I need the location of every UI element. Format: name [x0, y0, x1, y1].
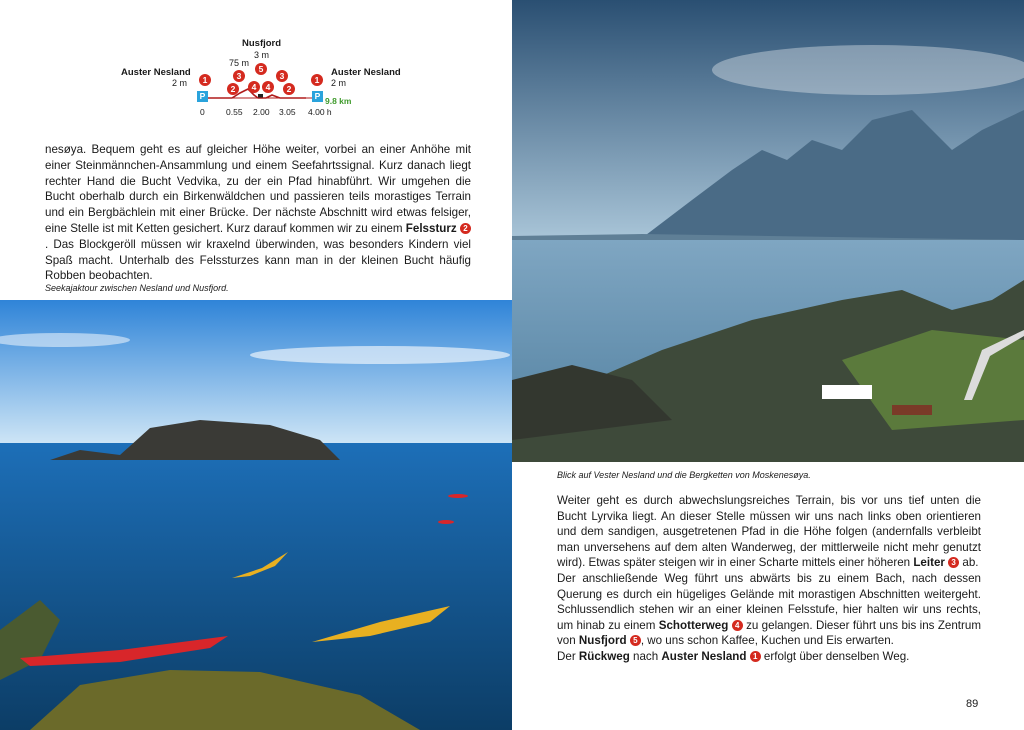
- landscape-photo: [512, 0, 1024, 462]
- marker-1-icon: 1: [750, 651, 761, 662]
- profile-marker-3-a: 3: [233, 70, 245, 82]
- profile-tick-4: 4.00 h: [308, 107, 332, 117]
- caption-right: Blick auf Vester Nesland und die Bergketten von Moskenesøya.: [557, 470, 811, 480]
- left-paragraph: nesøya. Bequem geht es auf gleicher Höhe weiter, vorbei an einer Anhöhe mit einer Steinmännchen-Ansammlung und einem Seefahrtssignal. Kurz danach liegt rechter Hand die Bucht Vedvika, zu der ein Pfad hinabführt. Wir umgehen die Bucht oberhalb durch ein Birkenwäldchen und passieren teils morastiges Terrain und ein Bergbächlein mit einer Brücke. Der nächste Abschnitt wird etwas felsiger, eine Stelle ist mit Ketten gesichert. Kurz darauf kommen wir zu einem Felssturz 2. Das Blockgeröll müssen wir kraxelnd überwinden, was besonders Kindern viel Spaß macht. Unterhalb des Felssturzes kann man in der kleinen Bucht häufig Robben beobachten.: [45, 143, 471, 283]
- right-body-text: [557, 493, 981, 665]
- profile-end-name: Auster Nesland: [331, 67, 401, 78]
- marker-3-icon: 3: [948, 557, 959, 568]
- marker-4-icon: 4: [732, 620, 743, 631]
- profile-tick-3: 3.05: [279, 107, 296, 117]
- right-paragraph-1: Weiter geht es durch abwechslungsreiches Terrain, bis vor uns tief unten die Bucht Lyrvika liegt. An dieser Stelle müssen wir uns nach links oben orientieren und dem sandigen, ausgetretenen Pfad in die Höhe folgen (andernfalls verbleibt man unversehens auf dem alten Wanderweg, der mittlerweile nicht mehr genutzt wird). Etwas später steigen wir in einer Scharte mittels einer höheren Leiter 3 ab.: [557, 494, 981, 570]
- nusfjord-term: Nusfjord: [578, 634, 627, 648]
- caption-left: Seekajaktour zwischen Nesland und Nusfjord.: [45, 283, 229, 293]
- parking-icon-start: P: [197, 91, 208, 102]
- profile-marker-3-b: 3: [276, 70, 288, 82]
- profile-tick-0: 0: [200, 107, 205, 117]
- profile-marker-5: 5: [255, 63, 267, 75]
- profile-marker-4-a: 4: [248, 81, 260, 93]
- profile-marker-4-b: 4: [262, 81, 274, 93]
- parking-icon-end: P: [312, 91, 323, 102]
- profile-distance: 9.8 km: [325, 96, 352, 106]
- kayak-photo: [0, 300, 512, 730]
- marker-5-icon: 5: [630, 635, 641, 646]
- profile-end-alt: 2 m: [331, 78, 347, 88]
- right-paragraph-2: Der anschließende Weg führt uns abwärts bis zu einem Bach, nach dessen Querung es durch ein hügeliges Gelände mit morastigen Abschnitten weitergeht. Schlussendlich stehen wir an einer kleinen Felsstufe, hier halten wir uns rechts, um hinab zu einem Schotterweg 4 zu gelangen. Dieser führt uns bis ins Zentrum von Nusfjord 5 , wo uns schon Kaffee, Kuchen und Eis erwarten.: [557, 571, 981, 648]
- profile-start-alt: 2 m: [172, 78, 188, 88]
- right-paragraph-3: Der Rückweg nach Auster Nesland 1 erfolgt über denselben Weg.: [557, 649, 910, 663]
- profile-peak-name: Nusfjord: [242, 38, 282, 49]
- marker-2-icon: 2: [460, 223, 471, 234]
- left-body-text: [45, 142, 471, 284]
- profile-peak-alt: 3 m: [254, 50, 270, 60]
- page-number: 89: [966, 698, 979, 710]
- schotterweg-term: Schotterweg: [658, 618, 729, 632]
- profile-marker-2-a: 2: [227, 83, 239, 95]
- profile-start-name: Auster Nesland: [121, 67, 191, 78]
- rueckweg-term: Rückweg: [578, 649, 630, 663]
- auster-nesland-term: Auster Nesland: [661, 649, 747, 663]
- profile-marker-1-end: 1: [311, 74, 323, 86]
- profile-high-alt: 75 m: [229, 58, 250, 68]
- profile-marker-1-start: 1: [199, 74, 211, 86]
- profile-tick-1: 0.55: [226, 107, 243, 117]
- felssturz-term: Felssturz: [405, 221, 457, 235]
- elevation-profile: [0, 0, 512, 135]
- profile-marker-2-b: 2: [283, 83, 295, 95]
- profile-tick-2: 2.00: [253, 107, 270, 117]
- profile-line: [196, 80, 326, 110]
- leiter-term: Leiter: [913, 556, 945, 570]
